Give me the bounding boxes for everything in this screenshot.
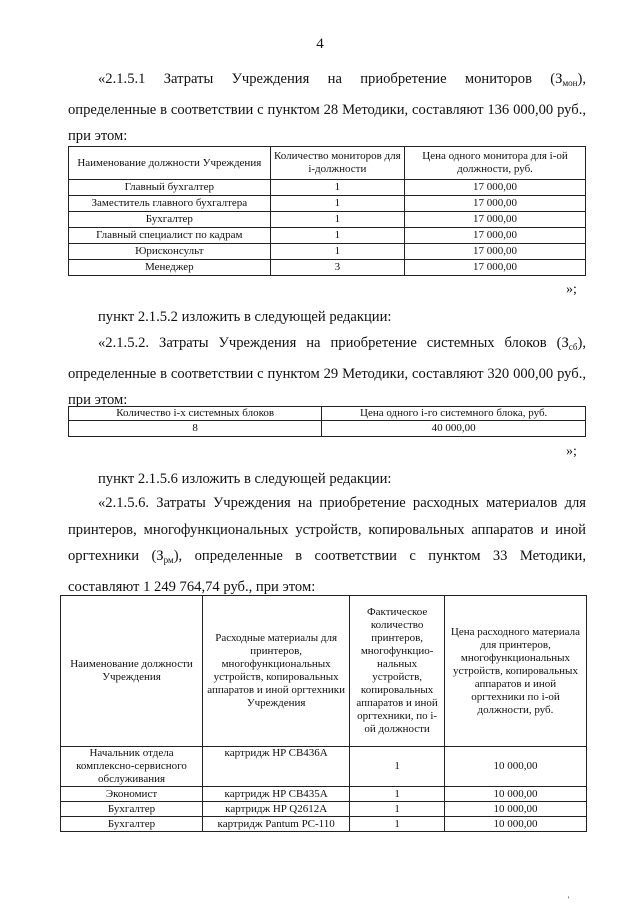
scan-mark: ' [568,895,570,904]
table-header: Цена одного монитора для i-ой должности, руб. [405,147,586,180]
consumables-table [60,595,587,832]
table-row [69,212,586,228]
material-cell: картридж HP CB435A [203,787,350,802]
quantity-cell: 1 [270,196,404,212]
quantity-cell: 1 [350,787,445,802]
section-2-1-5-2-text: «2.1.5.2. Затраты Учреждения на приобретение системных блоков $(З_{сб})$, определенные в соответствии с пунктом 29 Методики, составляют 320 000,00 руб., при этом: [68,335,586,408]
table-header: Цена одного i-го системного блока, руб. [322,407,586,421]
price-cell: 17 000,00 [405,260,586,276]
position-cell: Бухгалтер [61,802,203,817]
position-cell: Экономист [61,787,203,802]
table-row [61,787,587,802]
section-2-1-5-1-text: «2.1.5.1 Затраты Учреждения на приобретение мониторов $(З_{мон})$, определенные в соответствии с пунктом 28 Методики, составляют 136 000,00 руб., при этом: [68,71,586,144]
table-row [69,244,586,260]
subscript-sb: сб [568,342,578,352]
quantity-cell: 1 [270,212,404,228]
table-row [69,421,586,437]
table-header: Количество i-х системных блоков [69,407,322,421]
quantity-cell: 8 [69,421,322,437]
quantity-cell: 1 [270,180,404,196]
table-row [61,802,587,817]
price-cell: 10 000,00 [444,787,586,802]
material-cell: картридж HP CB436A [203,747,350,787]
price-cell: 10 000,00 [444,817,586,832]
table-header: Расходные материалы для принтеров, многофункциональных устройств, копировальных аппаратов и иной оргтехники Учреждения [203,596,350,747]
position-cell: Юрисконсульт [69,244,271,260]
table-row [69,260,586,276]
quantity-cell: 1 [270,228,404,244]
price-cell: 10 000,00 [444,747,586,787]
quantity-cell: 1 [270,244,404,260]
position-cell: Главный бухгалтер [69,180,271,196]
position-cell: Заместитель главного бухгалтера [69,196,271,212]
quantity-cell: 3 [270,260,404,276]
price-cell: 40 000,00 [322,421,586,437]
price-cell: 17 000,00 [405,196,586,212]
monitors-table [68,146,586,276]
material-cell: картридж HP Q2612A [203,802,350,817]
price-cell: 17 000,00 [405,180,586,196]
table-row [61,747,587,787]
table-row [69,228,586,244]
table-header: Наименование должности Учреждения [69,147,271,180]
quantity-cell: 1 [350,802,445,817]
page-number: 4 [316,36,324,52]
section-2-1-5-6-text: «2.1.5.6. Затраты Учреждения на приобретение расходных материалов для принтеров, многофункциональных устройств, копировальных аппаратов и иной оргтехники $(З_{рм})$, определенные в соответствии с пунктом 33 Методики, составляют 1 249 764,74 руб., при этом: [68,495,586,595]
subscript-rm: рм [163,555,174,565]
material-cell: картридж Pantum PC-110 [203,817,350,832]
table-header: Цена расходного материала для принтеров, многофункциональных устройств, копировальных аппаратов и иной оргтехники по i-ой должности, руб. [444,596,586,747]
table-header: Наименование должности Учреждения [61,596,203,747]
quantity-cell: 1 [350,747,445,787]
position-cell: Бухгалтер [61,817,203,832]
price-cell: 10 000,00 [444,802,586,817]
closing-quote-2: »; [566,444,577,459]
price-cell: 17 000,00 [405,212,586,228]
table-row [61,817,587,832]
quantity-cell: 1 [350,817,445,832]
price-cell: 17 000,00 [405,244,586,260]
table-row [69,180,586,196]
instruction-2-1-5-6: пункт 2.1.5.6 изложить в следующей редакции: [98,471,392,487]
table-header: Количество мониторов для i-должности [270,147,404,180]
closing-quote-1: »; [566,282,577,297]
instruction-2-1-5-2: пункт 2.1.5.2 изложить в следующей редакции: [98,309,392,325]
subscript-mon: мон [562,78,578,88]
table-header: Фактическое количество принтеров, многофункцио-нальных устройств, копировальных аппаратов и иной оргтехники, по i-ой должности [350,596,445,747]
position-cell: Бухгалтер [69,212,271,228]
system-blocks-table [68,406,586,437]
position-cell: Начальник отдела комплексно-сервисного обслуживания [61,747,203,787]
position-cell: Менеджер [69,260,271,276]
price-cell: 17 000,00 [405,228,586,244]
table-row [69,196,586,212]
position-cell: Главный специалист по кадрам [69,228,271,244]
